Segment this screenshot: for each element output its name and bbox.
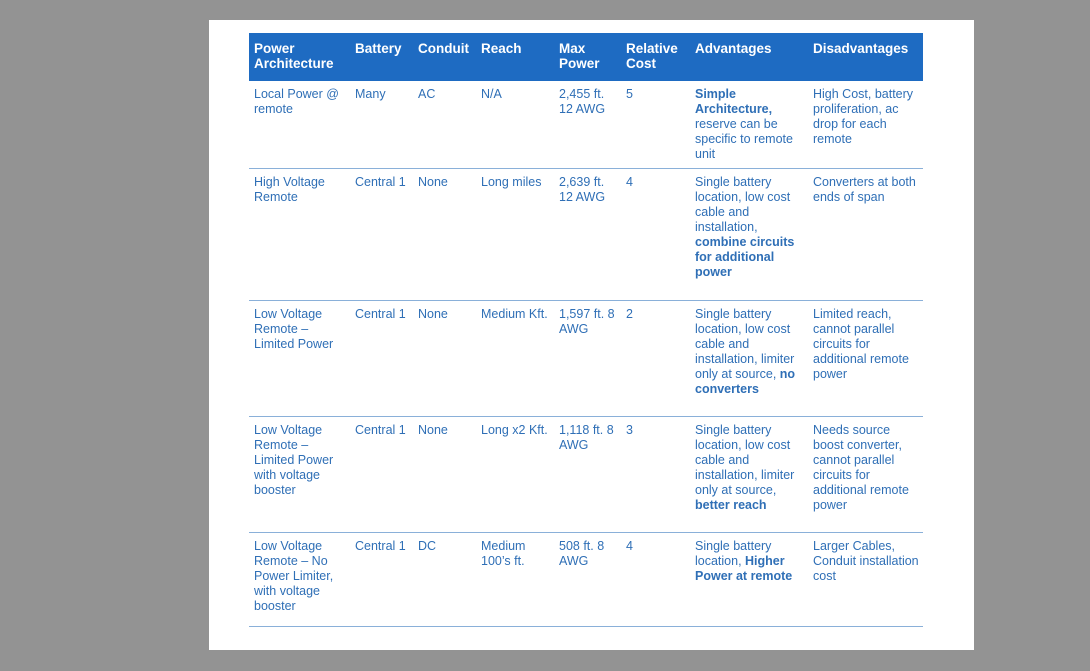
cell-relative-cost: 4 bbox=[621, 532, 690, 626]
document-page bbox=[209, 20, 974, 650]
cell-disadvantages: Needs source boost converter, cannot parallel circuits for additional remote power bbox=[808, 416, 923, 532]
table-row bbox=[249, 81, 923, 168]
cell-conduit: DC bbox=[413, 532, 476, 626]
cell-disadvantages: Larger Cables, Conduit installation cost bbox=[808, 532, 923, 626]
cell-architecture: High Voltage Remote bbox=[249, 168, 350, 300]
table-row bbox=[249, 416, 923, 532]
cell-battery: Many bbox=[350, 81, 413, 168]
power-architecture-table bbox=[249, 33, 923, 627]
cell-advantages: Single battery location, low cost cable and installation, limiter only at source, no converters bbox=[690, 300, 808, 416]
cell-battery: Central 1 bbox=[350, 532, 413, 626]
cell-disadvantages: High Cost, battery proliferation, ac drop for each remote bbox=[808, 81, 923, 168]
cell-max-power: 2,455 ft. 12 AWG bbox=[554, 81, 621, 168]
header-reach: Reach bbox=[476, 33, 554, 81]
cell-relative-cost: 4 bbox=[621, 168, 690, 300]
cell-conduit: None bbox=[413, 416, 476, 532]
cell-battery: Central 1 bbox=[350, 416, 413, 532]
cell-max-power: 1,118 ft. 8 AWG bbox=[554, 416, 621, 532]
cell-battery: Central 1 bbox=[350, 300, 413, 416]
cell-advantages: Single battery location, low cost cable and installation, limiter only at source, better reach bbox=[690, 416, 808, 532]
cell-relative-cost: 5 bbox=[621, 81, 690, 168]
header-conduit: Conduit bbox=[413, 33, 476, 81]
table-header-row bbox=[249, 33, 923, 81]
cell-architecture: Low Voltage Remote – Limited Power bbox=[249, 300, 350, 416]
cell-reach: Medium 100’s ft. bbox=[476, 532, 554, 626]
cell-advantages: Simple Architecture, reserve can be specific to remote unit bbox=[690, 81, 808, 168]
header-relative-cost: Relative Cost bbox=[621, 33, 690, 81]
cell-disadvantages: Limited reach, cannot parallel circuits for additional remote power bbox=[808, 300, 923, 416]
cell-disadvantages: Converters at both ends of span bbox=[808, 168, 923, 300]
cell-reach: N/A bbox=[476, 81, 554, 168]
cell-conduit: None bbox=[413, 300, 476, 416]
cell-max-power: 508 ft. 8 AWG bbox=[554, 532, 621, 626]
header-disadvantages: Disadvantages bbox=[808, 33, 923, 81]
cell-conduit: AC bbox=[413, 81, 476, 168]
cell-reach: Long miles bbox=[476, 168, 554, 300]
header-advantages: Advantages bbox=[690, 33, 808, 81]
cell-max-power: 2,639 ft. 12 AWG bbox=[554, 168, 621, 300]
cell-relative-cost: 2 bbox=[621, 300, 690, 416]
table-row bbox=[249, 300, 923, 416]
cell-relative-cost: 3 bbox=[621, 416, 690, 532]
cell-reach: Medium Kft. bbox=[476, 300, 554, 416]
cell-conduit: None bbox=[413, 168, 476, 300]
cell-advantages: Single battery location, low cost cable and installation, combine circuits for additional power bbox=[690, 168, 808, 300]
cell-architecture: Local Power @ remote bbox=[249, 81, 350, 168]
header-power-architecture: Power Architecture bbox=[249, 33, 350, 81]
header-max-power: Max Power bbox=[554, 33, 621, 81]
table-row bbox=[249, 532, 923, 626]
cell-battery: Central 1 bbox=[350, 168, 413, 300]
cell-reach: Long x2 Kft. bbox=[476, 416, 554, 532]
cell-architecture: Low Voltage Remote – No Power Limiter, with voltage booster bbox=[249, 532, 350, 626]
cell-advantages: Single battery location, Higher Power at remote bbox=[690, 532, 808, 626]
table-row bbox=[249, 168, 923, 300]
cell-architecture: Low Voltage Remote – Limited Power with voltage booster bbox=[249, 416, 350, 532]
header-battery: Battery bbox=[350, 33, 413, 81]
cell-max-power: 1,597 ft. 8 AWG bbox=[554, 300, 621, 416]
